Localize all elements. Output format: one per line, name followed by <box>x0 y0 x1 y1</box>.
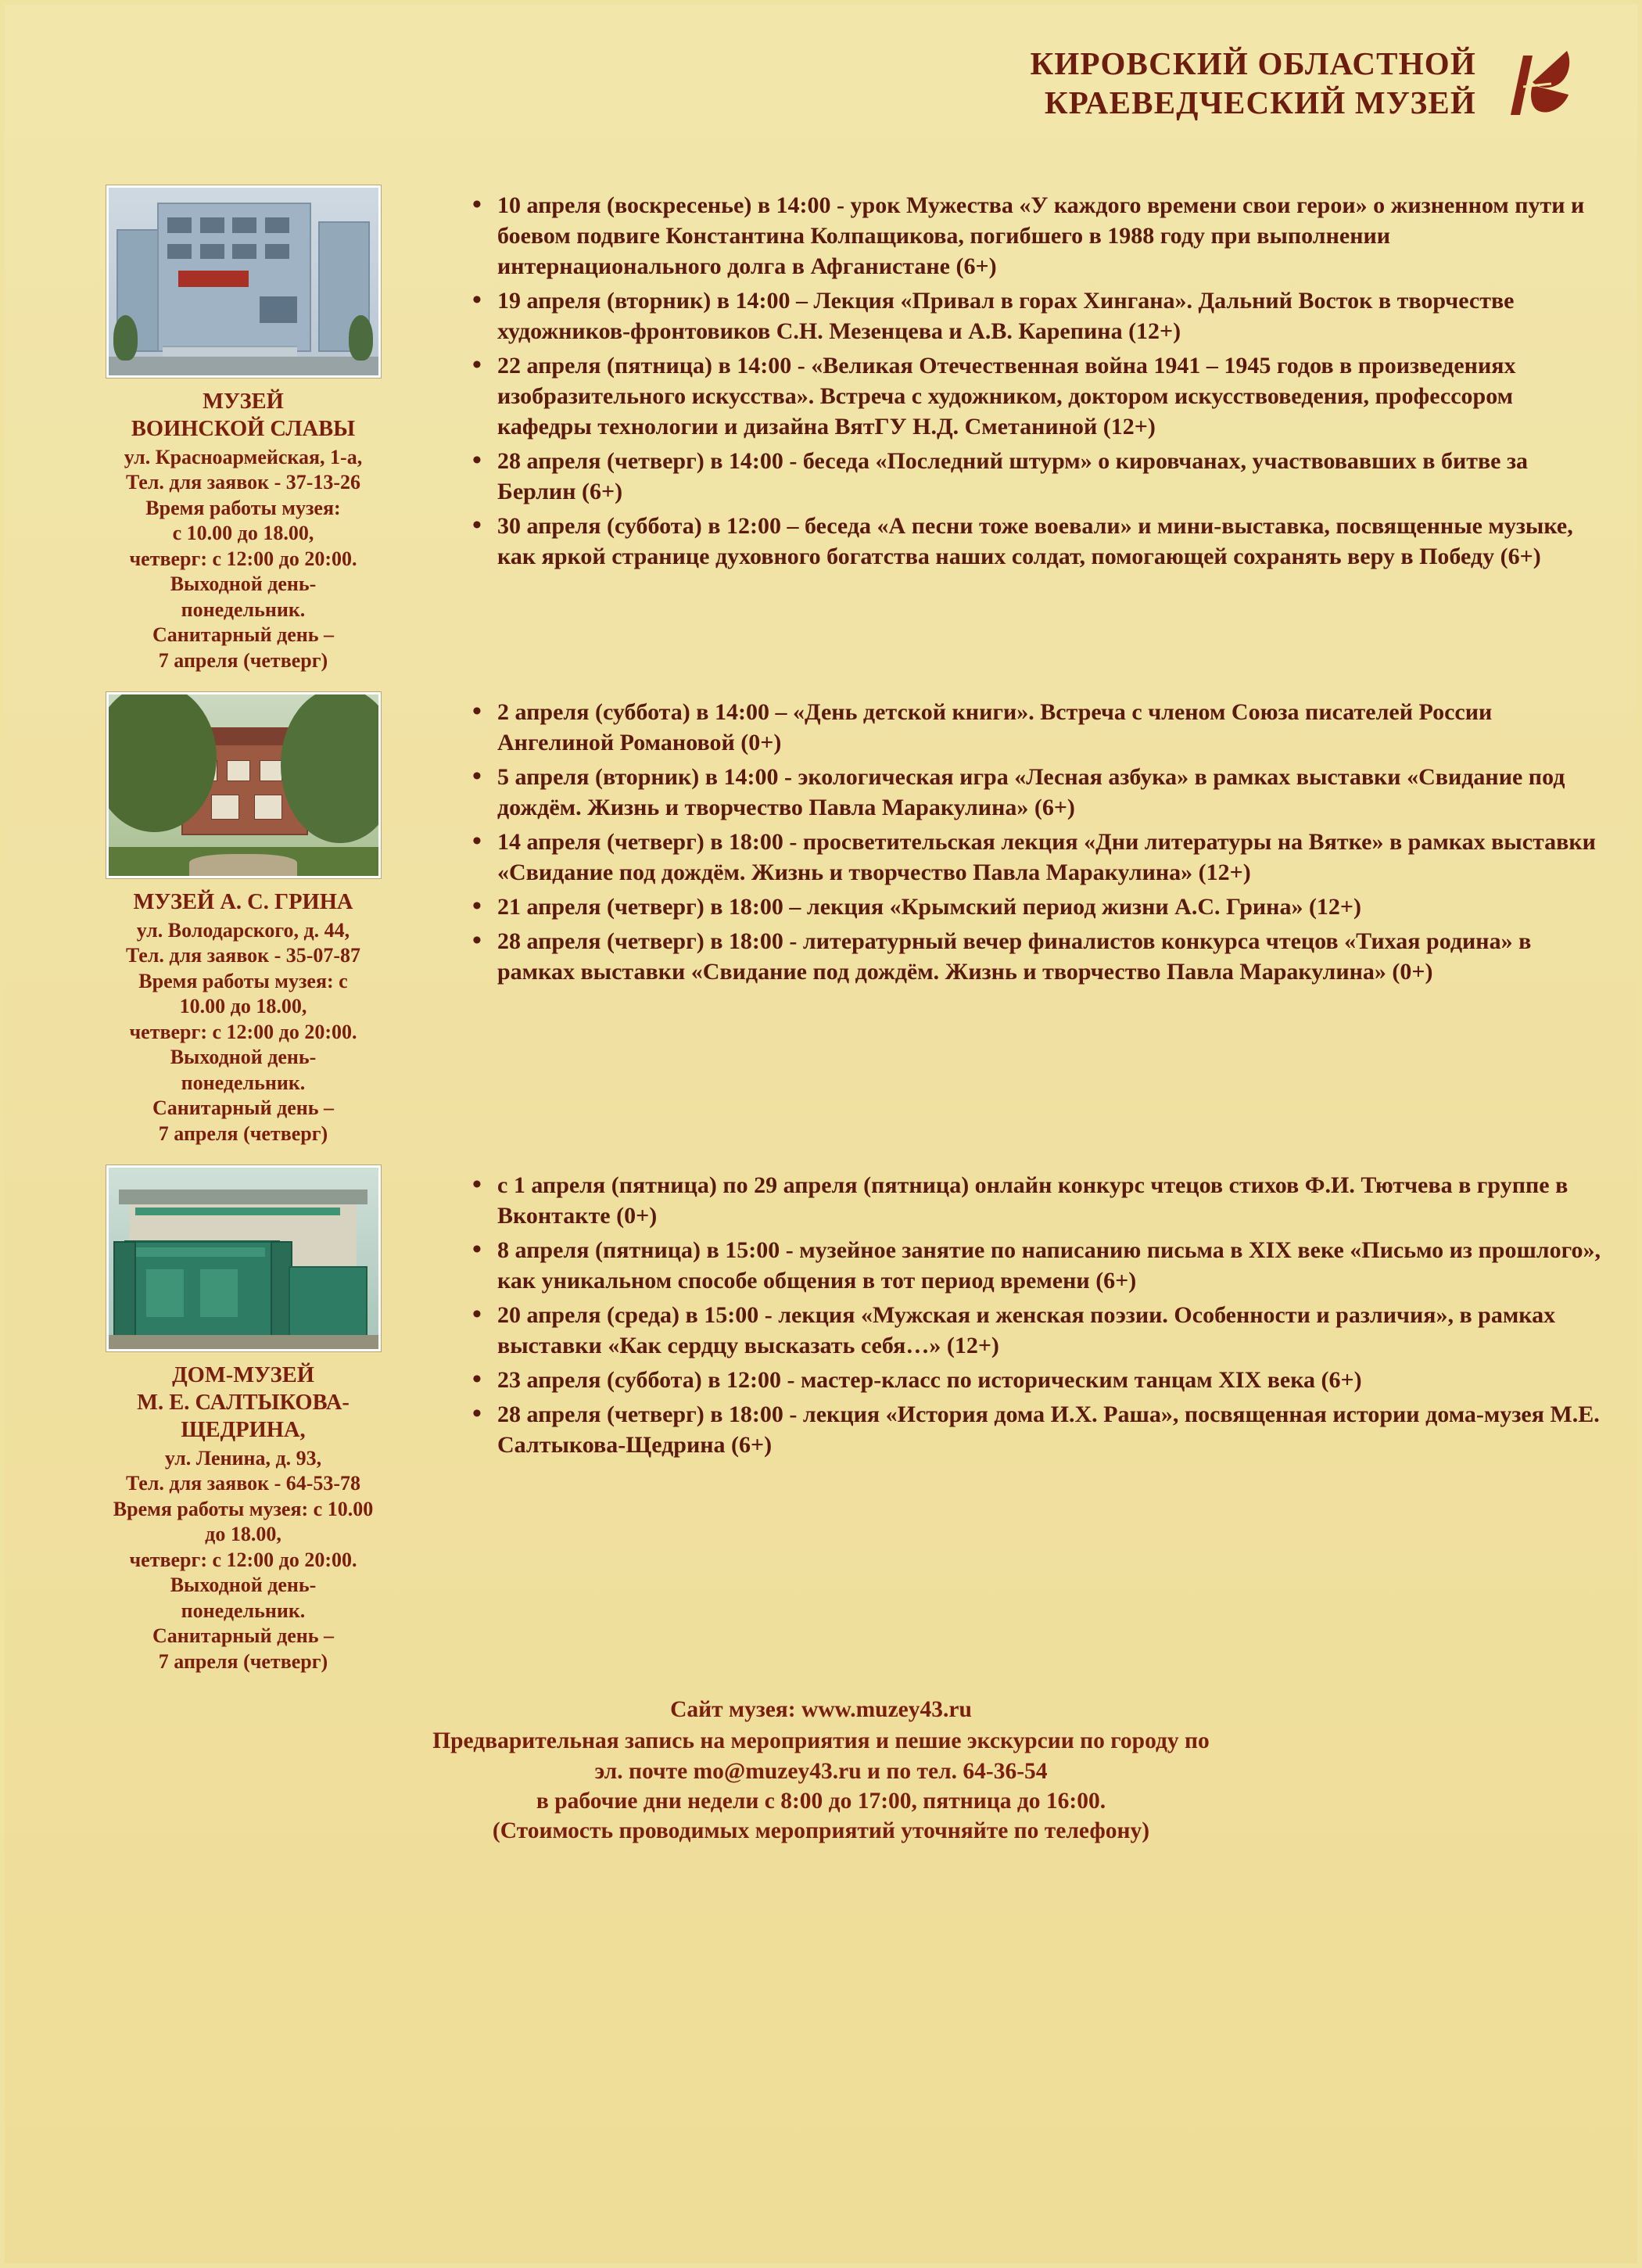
museum-hours-thursday: четверг: с 12:00 до 20:00. <box>129 547 357 570</box>
museum-info-column <box>52 1161 435 1674</box>
museum-hours-label: Время работы музея: с 10.00 <box>113 1497 374 1520</box>
events-list <box>452 190 1606 572</box>
museum-website[interactable]: Сайт музея: www.muzey43.ru <box>670 1697 972 1723</box>
list-item: • 10 апреля (воскресенье) в 14:00 - урок Мужества «У каждого времени свои герои» о жизненном пути и боевом подвиге Константина Колпащикова, погибшего в 1988 году при выполнении интернационального долга в Афганистане (6+) <box>483 190 1606 282</box>
museum-hours: 10.00 до 18.00, <box>179 995 307 1018</box>
museum-address: ул. Красноармейская, 1-а, <box>124 445 363 468</box>
museum-section <box>5 687 1637 1147</box>
museum-info-column <box>52 687 435 1147</box>
list-item: • 19 апреля (вторник) в 14:00 – Лекция «Привал в горах Хингана». Дальний Восток в творчестве художников-фронтовиков С.Н. Мезенцева и А.В. Карепина (12+) <box>483 285 1606 346</box>
museum-name-line: ЩЕДРИНА, <box>181 1417 306 1442</box>
museum-phone: Тел. для заявок - 35-07-87 <box>125 944 361 967</box>
museum-details <box>52 918 435 1147</box>
grin-museum-photo <box>106 692 381 878</box>
museum-hours-label: Время работы музея: с <box>138 969 348 992</box>
museum-name-line: МУЗЕЙ А. С. ГРИНА <box>133 890 353 915</box>
museum-events-column <box>435 1161 1606 1464</box>
header-title-line2: КРАЕВЕДЧЕСКИЙ МУЗЕЙ <box>1044 84 1476 120</box>
list-item: • 28 апреля (четверг) в 14:00 - беседа «Последний штурм» о кировчанах, участвовавших в битве за Берлин (6+) <box>483 446 1606 507</box>
museum-hours-label: Время работы музея: <box>145 496 341 519</box>
list-item: • 22 апреля (пятница) в 14:00 - «Великая Отечественная война 1941 – 1945 годов в произведениях изобразительного искусства». Встреча с художником, доктором искусствоведения, профессором кафедры технологии и дизайна ВятГУ Н.Д. Сметаниной (12+) <box>483 350 1606 442</box>
museum-sanitary-day-label: Санитарный день – <box>152 1096 334 1120</box>
price-note: (Стоимость проводимых мероприятий уточняйте по телефону) <box>492 1818 1150 1844</box>
museum-name-line: М. Е. САЛТЫКОВА- <box>137 1391 350 1416</box>
events-list <box>452 697 1606 987</box>
booking-contacts[interactable]: эл. почте mo@muzey43.ru и по тел. 64-36-54 <box>594 1758 1048 1784</box>
museum-sanitary-day: 7 апреля (четверг) <box>158 1649 328 1673</box>
header-title-line1: КИРОВСКИЙ ОБЛАСТНОЙ <box>1030 45 1476 81</box>
museum-feather-logo-icon <box>1497 40 1583 126</box>
poster-footer <box>5 1695 1637 1846</box>
museum-dayoff-label: Выходной день- <box>170 572 317 596</box>
list-item: • 2 апреля (суббота) в 14:00 – «День детской книги». Встреча с членом Союза писателей России Ангелиной Романовой (0+) <box>483 697 1606 758</box>
museum-phone: Тел. для заявок - 64-53-78 <box>125 1472 361 1495</box>
list-item: • 8 апреля (пятница) в 15:00 - музейное занятие по написанию письма в XIX веке «Письмо из прошлого», как уникальном способе общения в тот период времени (6+) <box>483 1235 1606 1296</box>
museum-events-column <box>435 181 1606 576</box>
booking-hours: в рабочие дни недели с 8:00 до 17:00, пятница до 16:00. <box>536 1789 1106 1814</box>
booking-info-line-1: Предварительная запись на мероприятия и пешие экскурсии по городу по <box>432 1728 1210 1754</box>
museum-sanitary-day: 7 апреля (четверг) <box>158 648 328 672</box>
list-item: • 14 апреля (четверг) в 18:00 - просветительская лекция «Дни литературы на Вятке» в рамках выставки «Свидание под дождём. Жизнь и творчество Павла Маракулина» (12+) <box>483 827 1606 888</box>
museum-dayoff: понедельник. <box>181 1071 306 1094</box>
museum-dayoff-label: Выходной день- <box>170 1574 317 1597</box>
museum-of-military-glory-photo <box>106 185 381 378</box>
museum-section <box>5 181 1637 673</box>
museum-sanitary-day-label: Санитарный день – <box>152 623 334 647</box>
museum-name <box>52 1362 435 1444</box>
museum-phone: Тел. для заявок - 37-13-26 <box>125 471 361 494</box>
header-inner <box>1030 40 1583 126</box>
museum-name <box>52 389 435 443</box>
museum-dayoff-label: Выходной день- <box>170 1046 317 1069</box>
museum-address: ул. Володарского, д. 44, <box>136 918 350 942</box>
list-item: • с 1 апреля (пятница) по 29 апреля (пятница) онлайн конкурс чтецов стихов Ф.И. Тютчева в группе в Вконтакте (0+) <box>483 1170 1606 1231</box>
museum-name-line: МУЗЕЙ <box>203 389 284 414</box>
museum-info-column <box>52 181 435 673</box>
list-item: • 23 апреля (суббота) в 12:00 - мастер-класс по историческим танцам XIX века (6+) <box>483 1365 1606 1395</box>
museum-address: ул. Ленина, д. 93, <box>164 1446 322 1470</box>
museum-hours: с 10.00 до 18.00, <box>172 522 314 545</box>
museum-name-line: ДОМ-МУЗЕЙ <box>172 1363 314 1388</box>
museum-hours-thursday: четверг: с 12:00 до 20:00. <box>129 1548 357 1571</box>
museum-name-line: ВОИНСКОЙ СЛАВЫ <box>131 416 356 441</box>
museum-hours-thursday: четверг: с 12:00 до 20:00. <box>129 1020 357 1043</box>
poster-header <box>5 5 1637 173</box>
museum-dayoff: понедельник. <box>181 1599 306 1622</box>
list-item: • 21 апреля (четверг) в 18:00 – лекция «Крымский период жизни А.С. Грина» (12+) <box>483 892 1606 922</box>
list-item: • 5 апреля (вторник) в 14:00 - экологическая игра «Лесная азбука» в рамках выставки «Свидание под дождём. Жизнь и творчество Павла Маракулина» (6+) <box>483 762 1606 823</box>
museum-sanitary-day: 7 апреля (четверг) <box>158 1121 328 1145</box>
list-item: • 28 апреля (четверг) в 18:00 - лекция «История дома И.Х. Раша», посвященная истории дома-музея М.Е. Салтыкова-Щедрина (6+) <box>483 1399 1606 1460</box>
museum-name <box>52 889 435 917</box>
museum-details <box>52 445 435 674</box>
events-list <box>452 1170 1606 1460</box>
list-item: • 30 апреля (суббота) в 12:00 – беседа «А песни тоже воевали» и мини-выставка, посвященные музыке, как яркой странице духовного богатства наших солдат, помогающей сохранять веру в Победу (6+) <box>483 511 1606 572</box>
list-item: • 28 апреля (четверг) в 18:00 - литературный вечер финалистов конкурса чтецов «Тихая родина» в рамках выставки «Свидание под дождём. Жизнь и творчество Павла Маракулина» (0+) <box>483 926 1606 987</box>
museum-hours: до 18.00, <box>205 1523 281 1546</box>
saltykov-shchedrin-house-museum-photo <box>106 1165 381 1351</box>
museum-section <box>5 1161 1637 1674</box>
museum-events-column <box>435 687 1606 991</box>
page-title <box>1030 44 1476 122</box>
museum-sanitary-day-label: Санитарный день – <box>152 1624 334 1648</box>
museum-details <box>52 1446 435 1675</box>
museum-dayoff: понедельник. <box>181 598 306 621</box>
list-item: • 20 апреля (среда) в 15:00 - лекция «Мужская и женская поэзии. Особенности и различия», в рамках выставки «Как сердцу высказать себя…» (12+) <box>483 1300 1606 1361</box>
